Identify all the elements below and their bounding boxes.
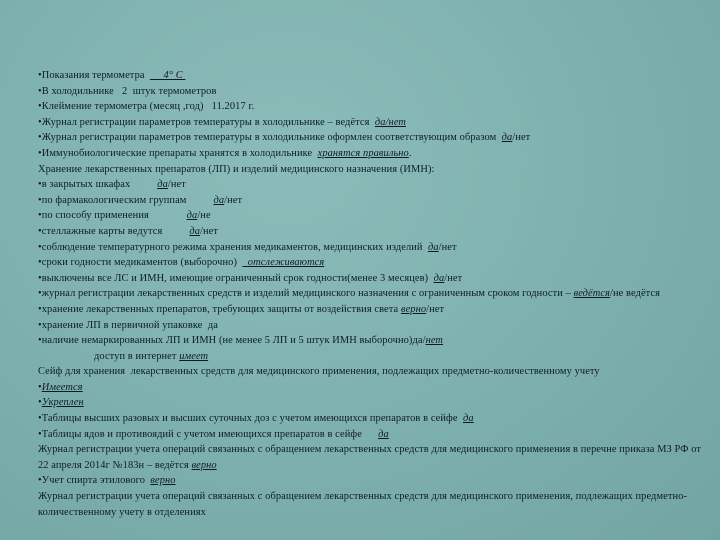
line-value: да xyxy=(463,413,474,425)
line-text: /не ведётся xyxy=(609,288,661,300)
temperature-log-line xyxy=(38,115,714,131)
line-text: •Журнал регистрации параметров температуры в холодильнике – ведётся xyxy=(38,116,375,128)
thermometer-calibration-line xyxy=(38,99,714,115)
line-text: •Иммунобиологические препараты хранятся в холодильнике xyxy=(38,147,318,159)
line-value: да xyxy=(427,241,439,253)
line-value: верно xyxy=(150,475,176,487)
line-text: • xyxy=(38,381,42,393)
storage-heading xyxy=(38,162,714,178)
line-text: /не xyxy=(197,210,211,222)
line-value: да/нет xyxy=(374,116,406,128)
line-text: •выключены все ЛС и ИМН, имеющие ограниченный срок годности(менее 3 месяцев) xyxy=(38,272,434,284)
line-value: да xyxy=(412,335,423,347)
line-text: •хранение ЛП в первичной упаковке xyxy=(38,319,208,331)
line-value: да xyxy=(189,225,200,237)
line-value: да xyxy=(501,132,513,144)
line-text: Сейф для хранения лекарственных средств для медицинского применения, подлежащих предметно-количественному учету xyxy=(38,366,600,378)
poison-tables-line xyxy=(38,427,714,443)
line-text: •по способу применения xyxy=(38,210,187,222)
line-text: доступ в интернет xyxy=(94,350,180,362)
temperature-regime-line xyxy=(38,240,714,256)
line-text: •Клеймение термометра (месяц ,год) 11.2017 г. xyxy=(38,101,255,113)
line-text: •сроки годности медикаментов (выборочно) xyxy=(38,257,243,269)
line-text: /нет xyxy=(444,272,463,284)
line-value: верно xyxy=(400,303,427,315)
line-text: штук термометров xyxy=(127,85,217,97)
line-text: •наличие немаркированных ЛП и ИМН (не менее 5 ЛП и 5 штук ИМН выборочно) xyxy=(38,335,413,347)
line-text: Журнал регистрации учета операций связанных с обращением лекарственных средств для медицинского применения в перечне приказа МЗ РФ от 22 апреля 2014г №183н – ведётся xyxy=(38,444,702,471)
line-text: Хранение лекарственных препаратов (ЛП) и изделий медицинского назначения (ИМН): xyxy=(38,163,435,175)
rack-cards-line xyxy=(38,224,714,240)
expiry-dates-line xyxy=(38,255,714,271)
line-text: /нет xyxy=(512,132,531,144)
inspection-checklist xyxy=(38,68,714,520)
line-text: /нет xyxy=(200,225,219,237)
line-value: 2 xyxy=(122,85,128,97)
operations-journal-line xyxy=(38,442,714,473)
limited-shelf-life-journal-line xyxy=(38,286,714,302)
line-text: •В холодильнике xyxy=(38,85,122,97)
line-value: да xyxy=(378,428,389,440)
line-value: отслеживаются xyxy=(242,257,325,269)
line-value: Имеется xyxy=(41,381,83,393)
line-text: • xyxy=(38,397,42,409)
line-value: 4° С xyxy=(149,70,186,81)
light-protection-line xyxy=(38,302,714,318)
line-text: •в закрытых шкафах xyxy=(38,179,158,191)
line-value: да xyxy=(433,272,445,284)
closed-cabinets-line xyxy=(38,177,714,193)
safe-heading xyxy=(38,364,714,380)
line-value: да xyxy=(157,179,168,191)
line-value: имеет xyxy=(179,350,209,362)
line-text: Журнал регистрации учета операций связанных с обращением лекарственных средств для медицинского применения, подлежащих предметно-количественному учету в отделениях xyxy=(38,491,687,518)
line-value: да xyxy=(207,319,218,331)
line-text: •Журнал регистрации параметров температуры в холодильнике оформлен соответствующим образом xyxy=(38,132,502,144)
unlabeled-items-line xyxy=(38,333,714,349)
line-text: •по фармакологическим группам xyxy=(38,194,214,206)
line-text: /нет xyxy=(438,241,457,253)
application-method-line xyxy=(38,208,714,224)
line-text: / xyxy=(422,335,426,347)
line-text: •Учет спирта этилового xyxy=(38,475,151,487)
line-value: да xyxy=(186,210,198,222)
line-value: ведётся xyxy=(573,288,610,300)
line-text: •хранение лекарственных препаратов, требующих защиты от воздействия света xyxy=(38,303,401,315)
line-text: /нет xyxy=(426,303,445,315)
department-journal-line xyxy=(38,489,714,520)
limited-shelf-life-line xyxy=(38,271,714,287)
line-text: •журнал регистрации лекарственных средств и изделий медицинского назначения с ограниченным сроком годности – xyxy=(38,288,574,300)
line-value: Укреплен xyxy=(41,397,84,409)
dose-tables-line xyxy=(38,411,714,427)
line-text: •Таблицы высших разовых и высших суточных доз с учетом имеющихся препаратов в сейфе xyxy=(38,413,463,425)
immunobiological-storage-line xyxy=(38,146,714,162)
line-text: •соблюдение температурного режима хранения медикаментов, медицинских изделий xyxy=(38,241,428,253)
pharmacological-groups-line xyxy=(38,193,714,209)
line-value: нет xyxy=(425,335,444,347)
thermometer-reading-line xyxy=(38,68,714,84)
primary-packaging-line xyxy=(38,318,714,334)
line-text: •стеллажные карты ведутся xyxy=(38,225,190,237)
safe-present-line xyxy=(38,380,714,396)
line-text: /нет xyxy=(224,194,243,206)
ethanol-accounting-line xyxy=(38,473,714,489)
temperature-log-format-line xyxy=(38,130,714,146)
line-text: /нет xyxy=(167,179,186,191)
internet-access-line xyxy=(38,349,714,365)
line-text: •Таблицы ядов и противоядий с учетом имеющихся препаратов в сейфе xyxy=(38,428,379,440)
line-value: верно xyxy=(191,459,217,471)
safe-secured-line xyxy=(38,395,714,411)
thermometer-count-line xyxy=(38,84,714,100)
line-text: •Показания термометра xyxy=(38,70,150,81)
line-text: . xyxy=(408,147,412,159)
line-value: да xyxy=(213,194,225,206)
line-value: хранятся правильно xyxy=(317,147,409,159)
